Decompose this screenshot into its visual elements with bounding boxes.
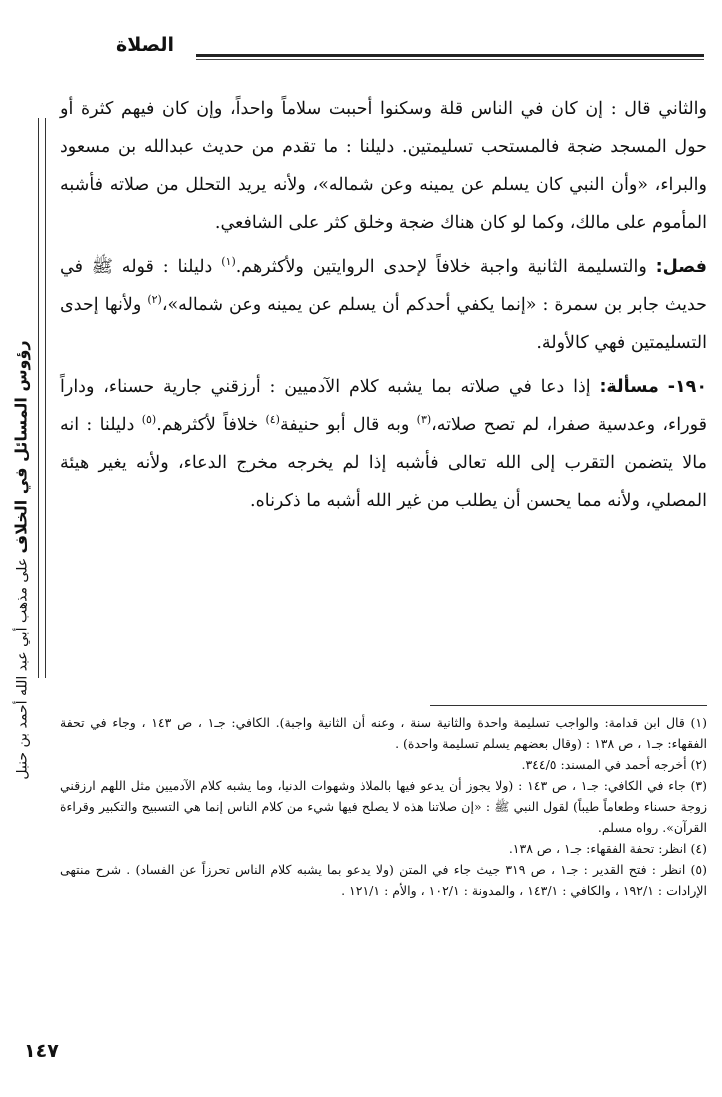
footnotes xyxy=(60,712,707,901)
masala-text-2: وبه قال أبو حنيفة xyxy=(279,415,417,435)
masala-number: ١٩٠- xyxy=(667,377,707,397)
side-book-title xyxy=(12,340,31,779)
footnote-3: (٣) جاء في الكافي: جـ١ ، ص ١٤٣ : (ولا يجوز أن يدعو فيها بالملاذ وشهوات الدنيا، وما يشبه كلام الآدميين مثل اللهم ارزقني زوجة حسناء وطعاماً طيباً) لقول النبي ﷺ : «إن صلاتنا هذه لا يصلح فيها شيء من كلام الناس إنما هي التسبيح والتكبير وقراءة القرآن». رواه مسلم. xyxy=(60,778,707,835)
header-rule xyxy=(196,54,704,57)
footnote-ref-2: (٢) xyxy=(147,293,162,307)
page-number: ١٤٧ xyxy=(24,1040,59,1062)
masala-text-1: إذا دعا في صلاته بما يشبه كلام الآدميين : أرزقني جارية حسناء، وداراً قوراء، وعدسية صفرا، لم تصح صلاته، xyxy=(60,377,708,435)
footnote-2: (٢) أخرجه أحمد في المسند: ٣٤٤/٥. xyxy=(521,757,707,772)
paragraph-masala xyxy=(60,368,707,520)
masala-heading: مسألة: xyxy=(599,377,659,397)
footnote-ref-1: (١) xyxy=(221,255,236,269)
footnote-ref-5: (٥) xyxy=(141,413,157,427)
running-header-title: الصلاة xyxy=(115,34,174,56)
footnote-1: (١) قال ابن قدامة: والواجب تسليمة واحدة والثانية سنة ، وعنه أن الثانية واجبة). الكافي: جـ١ ، ص ١٤٣ ، وجاء في تحفة الفقهاء: جـ١ ، ص ١٣٨ : (وقال بعضهم يسلم تسليمة واحدة) . xyxy=(60,715,707,751)
footnote-5: (٥) انظر : فتح القدير : جـ١ ، ص ٣١٩ جيث جاء في المتن (ولا يدعو بما يشبه كلام الناس تحرزاً عن الفساد) . شرح منتهى الإرادات : ١٩٢/١ ، والكافي : ١٤٣/١ ، والمدونة : ١٠٢/١ ، والأم : ١٢١/١ . xyxy=(60,862,707,898)
masala-text-3: خلافاً لأكثرهم. xyxy=(156,415,266,435)
fasl-text-3: ولأنها إحدى التسليمتين فهي كالأولة. xyxy=(60,295,707,353)
paragraph-fasl xyxy=(60,248,707,362)
side-book-title-sub: على مذهب أبي عبد الله أحمد بن حنبل xyxy=(14,557,31,780)
main-text xyxy=(60,90,707,526)
side-book-title-main: رؤوس المسائل في الخلاف xyxy=(11,340,31,554)
masala-text-4: دليلنا : انه مالا يتضمن التقرب إلى الله تعالى فأشبه إذا لم يخرجه مخرج الدعاء، ولأنه يغير هيئة المصلي، ولأنه مما يحسن أن يطلب من غير الله أشبه ما ذكرناه. xyxy=(60,415,707,511)
paragraph-intro: والثاني قال : إن كان في الناس قلة وسكنوا أحببت سلاماً واحداً، وإن كان فيهم كثرة أو حول المسجد ضجة فالمستحب تسليمتين. دليلنا : ما تقدم من حديث عبدالله بن مسعود والبراء، «وأن النبي كان يسلم عن يمينه وعن شماله»، ولأنه يريد التحلل من صلاته فأشبه المأموم على مالك، وكما لو كان هناك ضجة وخلق كثر على الشافعي. xyxy=(60,99,707,233)
side-rule-inner xyxy=(45,118,46,678)
header-rule-thin xyxy=(196,59,704,60)
side-rule-outer xyxy=(38,118,39,678)
fasl-text: والتسليمة الثانية واجبة خلافاً لإحدى الروايتين ولأكثرهم. xyxy=(235,257,656,277)
footnote-4: (٤) انظر: تحفة الفقهاء: جـ١ ، ص ١٣٨. xyxy=(508,841,707,856)
fasl-text-2: دليلنا : قوله ﷺ في حديث جابر بن سمرة : «إنما يكفي أحدكم أن يسلم عن يمينه وعن شماله»، xyxy=(60,257,707,315)
footnote-separator xyxy=(430,705,707,706)
fasl-heading: فصل: xyxy=(655,257,707,277)
footnote-ref-3: (٣) xyxy=(416,413,432,427)
footnote-ref-4: (٤) xyxy=(265,413,280,427)
